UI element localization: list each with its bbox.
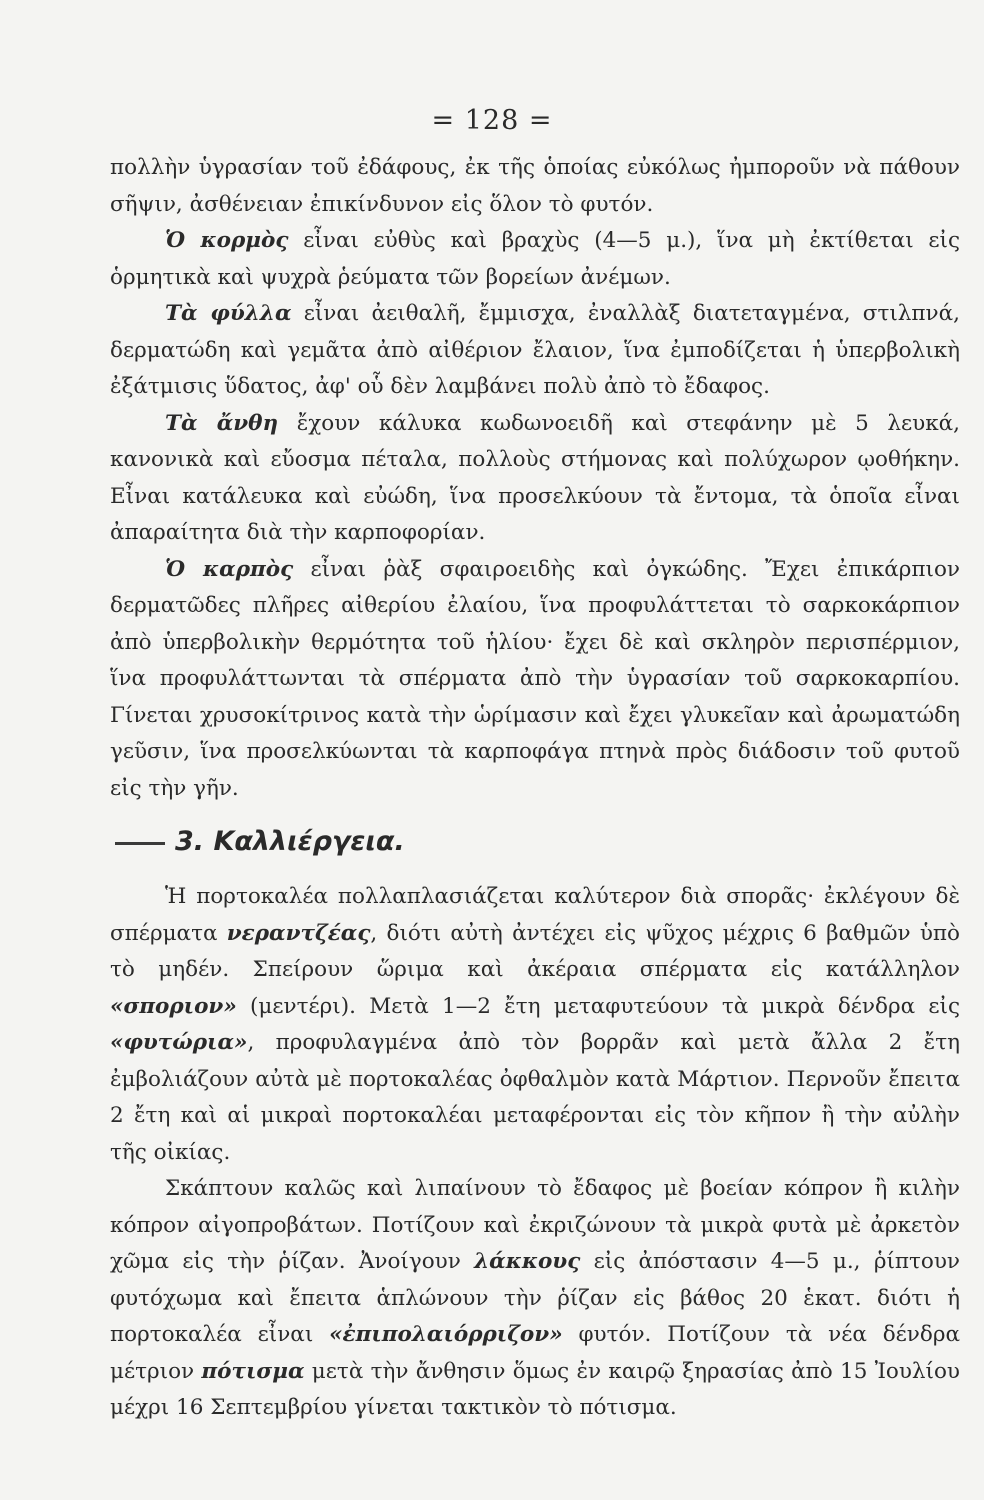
paragraph-text: , προφυλαγμένα ἀπὸ τὸν βορρᾶν καὶ μετὰ ἄλλα 2 ἔτη ἐμβολιάζουν αὐτὰ μὲ πορτοκαλέας ὀφθαλμὸν κατὰ Μάρτιον. Περνοῦν ἔπειτα 2 ἔτη καὶ αἱ μικραὶ πορτοκαλέαι μεταφέρονται εἰς τὸν κῆπον ἢ τὴν αὐλὴν τῆς οἰκίας. <box>110 1030 960 1165</box>
term-shallow-rooted: «ἐπιπολαιόρριζον» <box>329 1322 563 1347</box>
term-watering: πότισμα <box>201 1358 305 1384</box>
term-trunk: Ὁ κορμὸς <box>165 228 289 253</box>
paragraph-text: πολλὴν ὑγρασίαν τοῦ ἐδάφους, ἐκ τῆς ὁποίας εὐκόλως ἠμποροῦν νὰ πάθουν σῆψιν, ἀσθένειαν ἐπικίνδυνον εἰς ὅλον τὸ φυτόν. <box>110 155 960 217</box>
term-fruit: Ὁ καρπὸς <box>165 556 294 582</box>
paragraph-text: εἰς ἀπόστασιν 4—5 μ., ῥίπτουν φυτόχωμα καὶ ἔπειτα ἁπλώνουν τὴν ῥίζαν εἰς βάθος 20 ἑκατ. διότι ἡ πορτοκαλέα εἶναι <box>110 1249 960 1347</box>
paragraph-text: (μεντέρι). Μετὰ 1—2 ἔτη μεταφυτεύουν τὰ μικρὰ δένδρα εἰς <box>236 993 960 1019</box>
paragraph-propagation <box>110 879 960 1171</box>
paragraph-text: μετὰ τὴν ἄνθησιν ὅμως ἐν καιρῷ ξηρασίας ἀπὸ 15 Ἰουλίου μέχρι 16 Σεπτεμβρίου γίνεται τακτικὸν τὸ πότισμα. <box>110 1358 960 1420</box>
paragraph-planting <box>110 1171 960 1427</box>
term-pits: λάκκους <box>474 1249 581 1274</box>
paragraph-flowers <box>110 406 960 552</box>
section-heading <box>110 825 960 859</box>
paragraph-trunk <box>110 223 960 296</box>
paragraph-moisture <box>110 150 960 223</box>
term-bitter-orange: νεραντζέας <box>226 920 371 946</box>
paragraph-text: εἶναι ἀειθαλῆ, ἔμμισχα, ἐναλλὰξ διατεταγμένα, στιλπνά, δερματώδη καὶ γεμᾶτα ἀπὸ αἰθέριον ἔλαιον, ἵνα ἐμποδίζεται ἡ ὑπερβολικὴ ἐξάτμισις ὕδατος, ἀφ' οὗ δὲν λαμβάνει πολὺ ἀπὸ τὸ ἔδαφος. <box>110 301 960 399</box>
paragraph-text: Σκάπτουν καλῶς καὶ λιπαίνουν τὸ ἔδαφος μὲ βοείαν κόπρον ἢ κιλὴν κόπρον αἰγοπροβάτων. Ποτίζουν καὶ ἐκριζώνουν τὰ μικρὰ φυτὰ μὲ ἀρκετὸν χῶμα εἰς τὴν ῥίζαν. Ἀνοίγουν <box>110 1176 960 1274</box>
paragraph-fruit <box>110 552 960 808</box>
section-title: 3. Καλλιέργεια. <box>175 826 405 857</box>
term-leaves: Τὰ φύλλα <box>165 301 292 326</box>
paragraph-text: φυτόν. Ποτίζουν τὰ νέα δένδρα μέτριον <box>110 1322 960 1384</box>
paragraph-text: ἔχουν κάλυκα κωδωνοειδῆ καὶ στεφάνην μὲ 5 λευκά, κανονικὰ καὶ εὔοσμα πέταλα, πολλοὺς στήμονας καὶ πολύχωρον ῳοθήκην. Εἶναι κατάλευκα καὶ εὐώδη, ἵνα προσελκύουν τὰ ἔντομα, τὰ ὁποῖα εἶναι ἀπαραίτητα διὰ τὴν καρποφορίαν. <box>110 410 961 545</box>
paragraph-text: , διότι αὐτὴ ἀντέχει εἰς ψῦχος μέχρις 6 βαθμῶν ὑπὸ τὸ μηδέν. Σπείρουν ὥριμα καὶ ἀκέραια σπέρματα εἰς κατάλληλον <box>110 920 960 982</box>
term-nursery: «φυτώρια» <box>110 1030 248 1055</box>
term-flowers: Τὰ ἄνθη <box>165 410 279 436</box>
body-text <box>110 150 960 1427</box>
paragraph-text: Ἡ πορτοκαλέα πολλαπλασιάζεται καλύτερον διὰ σπορᾶς· ἐκλέγουν δὲ σπέρματα <box>110 884 960 946</box>
term-seedbed: «σποριον» <box>110 993 237 1019</box>
heading-dash <box>115 842 165 845</box>
paragraph-leaves <box>110 296 960 406</box>
page-number: = 128 = <box>431 105 553 136</box>
paragraph-text: εἶναι ῥὰξ σφαιροειδὴς καὶ ὀγκώδης. Ἔχει ἐπικάρπιον δερματῶδες πλῆρες αἰθερίου ἐλαίου, ἵνα προφυλάττεται τὸ σαρκοκάρπιον ἀπὸ ὑπερβολικὴν θερμότητα τοῦ ἡλίου· ἔχει δὲ καὶ σκληρὸν περισπέρμιον, ἵνα προφυλάττωνται τὰ σπέρματα ἀπὸ τὴν ὑγρασίαν τοῦ σαρκοκαρπίου. Γίνεται χρυσοκίτρινος κατὰ τὴν ὡρίμασιν καὶ ἔχει γλυκεῖαν καὶ ἀρωματώδη γεῦσιν, ἵνα προσελκύωνται τὰ καρποφάγα πτηνὰ πρὸς διάδοσιν τοῦ φυτοῦ εἰς τὴν γῆν. <box>110 556 960 801</box>
paragraph-text: εἶναι εὐθὺς καὶ βραχὺς (4—5 μ.), ἵνα μὴ ἐκτίθεται εἰς ὁρμητικὰ καὶ ψυχρὰ ῥεύματα τῶν βορείων ἀνέμων. <box>110 228 961 290</box>
